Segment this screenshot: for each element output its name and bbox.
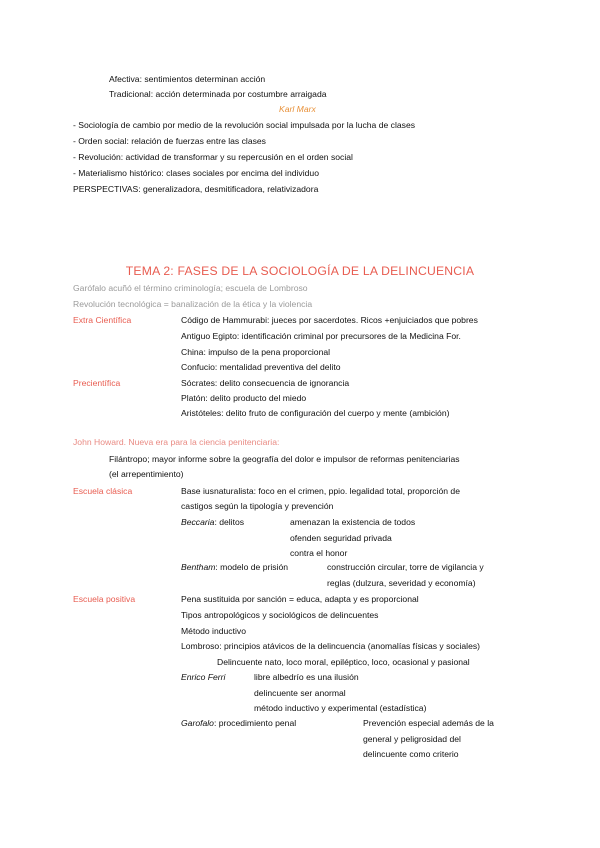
beccaria-item-3: contra el honor <box>290 548 348 558</box>
bentham-rest: : modelo de prisión <box>215 562 289 572</box>
bentham-line <box>181 562 288 573</box>
aristoteles-line: Aristóteles: delito fruto de configuración del cuerpo y mente (ambición) <box>181 408 450 418</box>
howard-line-1: Filántropo; mayor informe sobre la geografía del dolor e impulsor de reformas penitenciarias <box>109 454 460 464</box>
positiva-line-1: Pena sustituida por sanción = educa, adapta y es proporcional <box>181 594 419 604</box>
escuela-clasica-label: Escuela clásica <box>73 486 133 496</box>
clasica-base-2: castigos según la tipología y prevención <box>181 501 334 511</box>
marx-point-3: - Revolución: actividad de transformar y su repercusión en el orden social <box>73 152 353 162</box>
extra-cientifica-label: Extra Científica <box>73 315 132 325</box>
socrates-line: Sócrates: delito consecuencia de ignorancia <box>181 378 350 388</box>
howard-line-2: (el arrepentimiento) <box>109 469 184 479</box>
beccaria-line <box>181 517 244 528</box>
garofalo-item-1: Prevención especial además de la <box>363 718 494 728</box>
tradicional-line: Tradicional: acción determinada por costumbre arraigada <box>109 89 327 99</box>
confucio-line: Confucio: mentalidad preventiva del delito <box>181 362 341 372</box>
beccaria-item-1: amenazan la existencia de todos <box>290 517 416 527</box>
revolucion-tecnologica: Revolución tecnológica = banalización de la ética y la violencia <box>73 299 313 309</box>
positiva-line-2: Tipos antropológicos y sociológicos de delincuentes <box>181 610 379 620</box>
marx-point-4: - Materialismo histórico: clases sociales por encima del individuo <box>73 168 319 178</box>
lombroso-line: Lombroso: principios atávicos de la delincuencia (anomalías físicas y sociales) <box>181 641 481 651</box>
egipto-line: Antiguo Egipto: identificación criminal por precursores de la Medicina For. <box>181 331 461 341</box>
afectiva-line: Afectiva: sentimientos determinan acción <box>109 74 266 84</box>
ferri-item-2: delincuente ser anormal <box>254 688 346 698</box>
perspectivas-line: PERSPECTIVAS: generalizadora, desmitificadora, relativizadora <box>73 184 319 194</box>
marx-point-2: - Orden social: relación de fuerzas entre las clases <box>73 136 266 146</box>
lombroso-sub: Delincuente nato, loco moral, epiléptico, loco, ocasional y pasional <box>217 657 470 667</box>
garofalo-name: Garofalo <box>181 718 214 728</box>
ferri-item-1: libre albedrío es una ilusión <box>254 672 359 682</box>
garofalo-rest: : procedimiento penal <box>213 718 297 728</box>
positiva-line-3: Método inductivo <box>181 626 246 636</box>
john-howard-label: John Howard. Nueva era para la ciencia penitenciaria: <box>73 437 280 447</box>
hammurabi-line: Código de Hammurabi: jueces por sacerdotes. Ricos +enjuiciados que pobres <box>181 315 478 325</box>
precientifica-label: Precientífica <box>73 378 121 388</box>
karl-marx-heading: Karl Marx <box>279 104 316 114</box>
bentham-name: Bentham <box>181 562 216 572</box>
tema-2-title: TEMA 2: FASES DE LA SOCIOLOGÍA DE LA DELINCUENCIA <box>125 264 475 278</box>
beccaria-item-2: ofenden seguridad privada <box>290 533 392 543</box>
garofalo-item-2: general y peligrosidad del <box>363 734 461 744</box>
beccaria-name: Beccaria <box>181 517 215 527</box>
marx-point-1: - Sociología de cambio por medio de la revolución social impulsada por la lucha de clases <box>73 120 416 130</box>
bentham-item-2: reglas (dulzura, severidad y economía) <box>327 578 476 588</box>
garofalo-intro: Garófalo acuñó el término criminología; escuela de Lombroso <box>73 283 308 293</box>
ferri-name: Enrico Ferri <box>181 672 226 682</box>
garofalo-line <box>181 718 296 729</box>
ferri-item-3: método inductivo y experimental (estadística) <box>254 703 427 713</box>
clasica-base-1: Base iusnaturalista: foco en el crimen, ppio. legalidad total, proporción de <box>181 486 460 496</box>
platon-line: Platón: delito producto del miedo <box>181 393 307 403</box>
beccaria-rest: : delitos <box>214 517 245 527</box>
escuela-positiva-label: Escuela positiva <box>73 594 136 604</box>
bentham-item-1: construcción circular, torre de vigilancia y <box>327 562 484 572</box>
garofalo-item-3: delincuente como criterio <box>363 749 459 759</box>
china-line: China: impulso de la pena proporcional <box>181 347 331 357</box>
